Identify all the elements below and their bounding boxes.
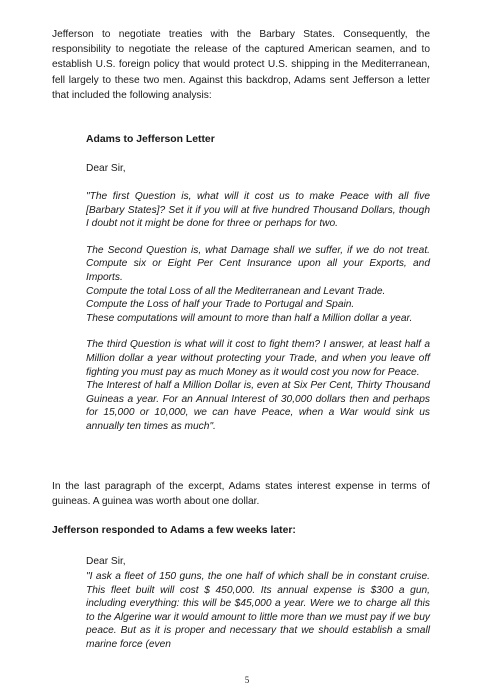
jefferson-letter-body — [86, 570, 430, 652]
quote-paragraph: Compute the Loss of half your Trade to Portugal and Spain. — [86, 299, 355, 311]
letter-salutation: Dear Sir, — [86, 163, 126, 174]
quote-paragraph: "I ask a fleet of 150 guns, the one half of which shall be in constant cruise. This fleet built will cost $ 450,000. Its annual expense is $300 a gun, including everything: this will be $45,000 a year. Were we to charge all this to the Algerine war it would amount to little more than we must pay if we buy peace. But as it is proper and necessary that we should establish a small marine force (even — [86, 571, 430, 650]
intro-paragraph: Jefferson to negotiate treaties with the Barbary States. Consequently, the responsibility to negotiate the release of the captured American seamen, and to establish U.S. foreign policy that would protect U.S. shipping in the Mediterranean, fell largely to these two men. Against this backdrop, Adams sent Jefferson a letter that included the following analysis: — [52, 29, 430, 101]
quote-paragraph: The Interest of half a Million Dollar is, even at Six Per Cent, Thirty Thousand Guineas a year. For an Annual Interest of 30,000 dollars then and perhaps for 15,000 or 10,000, we can have Peace, when a War would sink us annually ten times as much". — [86, 380, 430, 432]
page-number: 5 — [244, 675, 250, 685]
adams-letter-body — [86, 190, 430, 434]
analysis-paragraph: In the last paragraph of the excerpt, Adams states interest expense in terms of guineas. A guinea was worth about one dollar. — [52, 481, 430, 508]
letter-heading-jefferson: Jefferson responded to Adams a few weeks later: — [52, 525, 296, 536]
quote-paragraph: Compute the total Loss of all the Mediterranean and Levant Trade. — [86, 285, 386, 297]
letter-salutation: Dear Sir, — [86, 556, 126, 567]
letter-heading-adams: Adams to Jefferson Letter — [86, 134, 215, 145]
quote-paragraph: These computations will amount to more than half a Million dollar a year. — [86, 312, 413, 324]
quote-paragraph: The third Question is what will it cost to fight them? I answer, at least half a Million dollar a year without protecting your Trade, and when you leave off fighting you must pay as much Money as it would cost you now for Peace. — [86, 339, 430, 378]
quote-paragraph: "The first Question is, what will it cost us to make Peace with all five [Barbary States]? Set it if you will at five hundred Thousand Dollars, though I doubt not it might be done for three or perhaps for two. — [86, 191, 430, 230]
quote-paragraph: The Second Question is, what Damage shall we suffer, if we do not treat. Compute six or Eight Per Cent Insurance upon all your Exports, and Imports. — [86, 244, 430, 283]
